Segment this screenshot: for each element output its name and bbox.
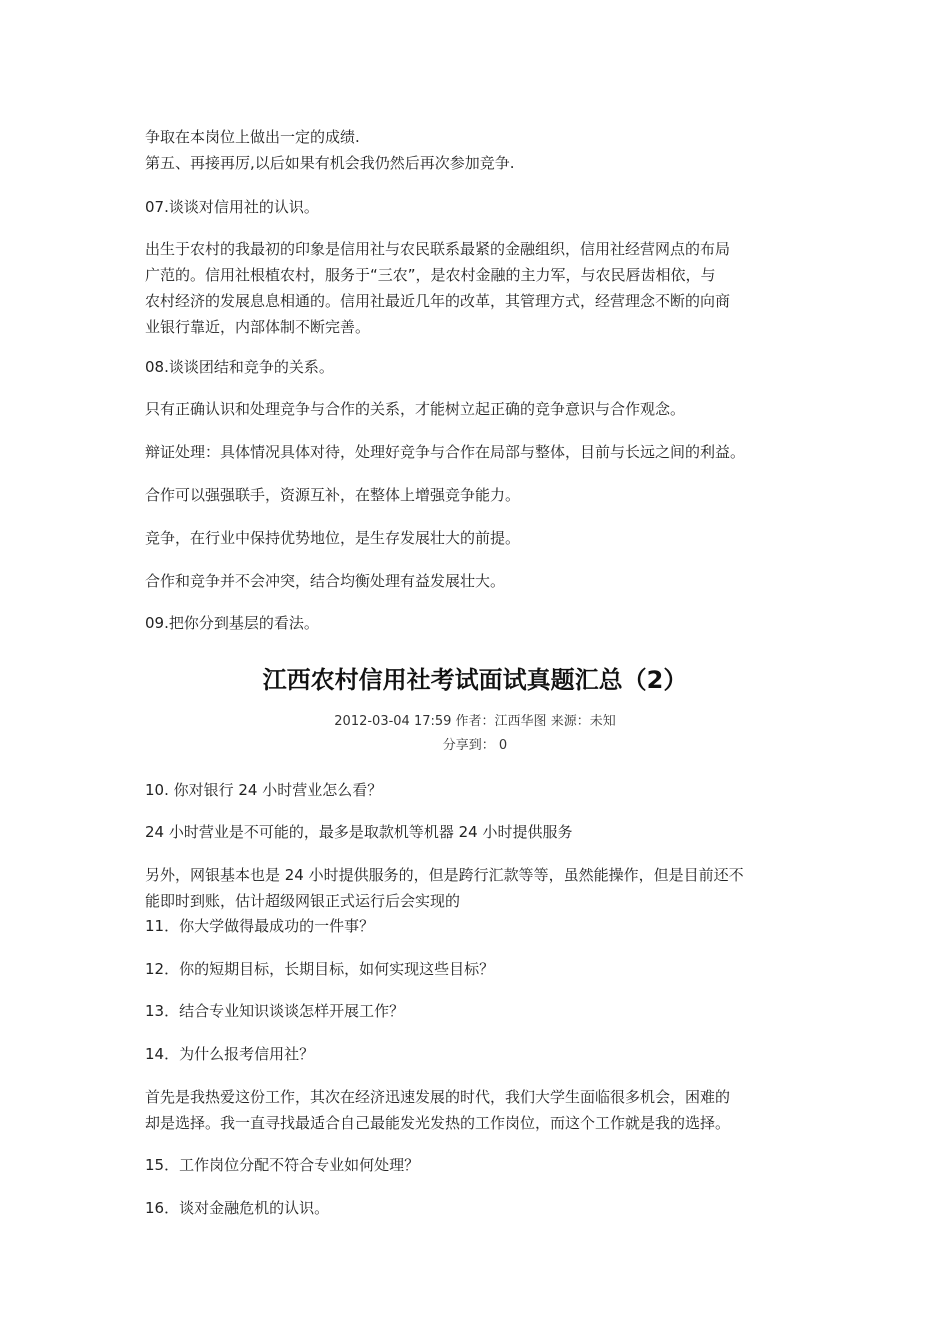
answer-line: 农村经济的发展息息相通的。信用社最近几年的改革，其管理方式，经营理念不断的向商 <box>145 292 731 310</box>
answer-08-line: 合作和竞争并不会冲突，结合均衡处理有益发展壮大。 <box>145 572 506 590</box>
answer-08-line: 辩证处理：具体情况具体对待，处理好竞争与合作在局部与整体，目前与长远之间的利益。 <box>145 443 746 461</box>
answer-07 <box>145 236 810 340</box>
question-10: 10. 你对银行 24 小时营业怎么看？ <box>145 781 383 799</box>
answer-line: 业银行靠近，内部体制不断完善。 <box>145 318 371 336</box>
question-12: 12．你的短期目标，长期目标，如何实现这些目标？ <box>145 960 495 978</box>
share-link[interactable]: 分享到： 0 <box>442 738 508 753</box>
question-07: 07.谈谈对信用社的认识。 <box>145 198 319 216</box>
answer-line: 能即时到账，估计超级网银正式运行后会实现的 <box>145 892 461 910</box>
answer-08-line: 竞争，在行业中保持优势地位，是生存发展壮大的前提。 <box>145 529 521 547</box>
answer-08-line: 只有正确认识和处理竞争与合作的关系，才能树立起正确的竞争意识与合作观念。 <box>145 400 686 418</box>
question-13: 13．结合专业知识谈谈怎样开展工作？ <box>145 1002 405 1020</box>
answer-10-line: 24 小时营业是不可能的，最多是取款机等机器 24 小时提供服务 <box>145 823 573 841</box>
answer-line: 另外，网银基本也是 24 小时提供服务的，但是跨行汇款等等，虽然能操作，但是目前还不 <box>145 866 744 884</box>
answer-line: 出生于农村的我最初的印象是信用社与农民联系最紧的金融组织，信用社经营网点的布局 <box>145 240 731 258</box>
paragraph-line: 争取在本岗位上做出一定的成绩. <box>145 128 360 146</box>
answer-line: 首先是我热爱这份工作，其次在经济迅速发展的时代，我们大学生面临很多机会，困难的 <box>145 1088 731 1106</box>
answer-10-extra <box>145 862 810 914</box>
question-08: 08.谈谈团结和竞争的关系。 <box>145 358 334 376</box>
question-15: 15．工作岗位分配不符合专业如何处理？ <box>145 1156 420 1174</box>
article-title: 江西农村信用社考试面试真题汇总（2） <box>262 666 688 694</box>
paragraph-line: 第五、再接再厉,以后如果有机会我仍然后再次参加竞争. <box>145 154 515 172</box>
question-09: 09.把你分到基层的看法。 <box>145 614 319 632</box>
question-16: 16．谈对金融危机的认识。 <box>145 1199 330 1217</box>
answer-14 <box>145 1084 810 1136</box>
question-14: 14．为什么报考信用社？ <box>145 1045 315 1063</box>
answer-line: 却是选择。我一直寻找最适合自己最能发光发热的工作岗位，而这个工作就是我的选择。 <box>145 1114 731 1132</box>
answer-line: 广范的。信用社根植农村，服务于“三农”，是农村金融的主力军，与农民唇齿相依，与 <box>145 266 716 284</box>
article-meta: 2012-03-04 17:59 作者：江西华图 来源：未知 <box>334 714 616 729</box>
question-11: 11．你大学做得最成功的一件事？ <box>145 917 375 935</box>
answer-08-line: 合作可以强强联手，资源互补，在整体上增强竞争能力。 <box>145 486 521 504</box>
